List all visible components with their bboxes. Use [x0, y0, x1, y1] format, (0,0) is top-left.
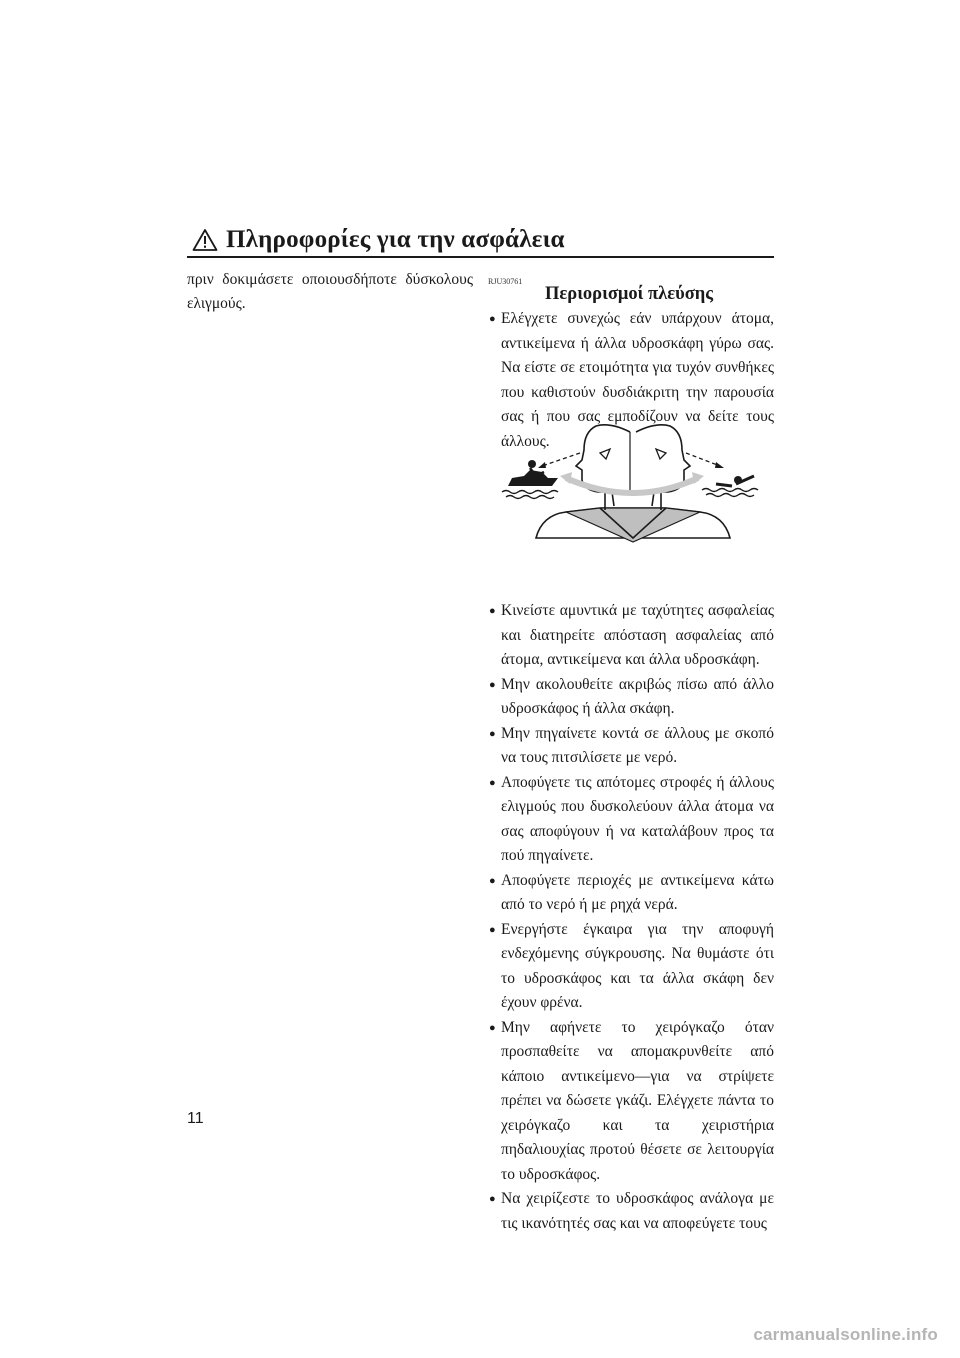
bullet-icon: ●	[489, 678, 496, 691]
lookout-illustration-icon	[500, 420, 766, 544]
bullet-icon: ●	[489, 1021, 496, 1034]
list-item	[488, 599, 774, 673]
list-item-text: Ελέγχετε συνεχώς εάν υπάρχουν άτομα, αντικείμενα ή άλλα υδροσκάφη γύρω σας. Να είστε σε ετοιμότητα για τυχόν συνθήκες που καθιστούν δυσδιάκριτη την παρουσία σας ή που σας εμποδίζουν να δείτε τους άλλους.	[501, 310, 774, 450]
left-column-text: πριν δοκιμάσετε οποιουσδήποτε δύσκολους ελιγμούς.	[187, 271, 473, 312]
list-item	[488, 673, 774, 722]
page-number: 11	[187, 1110, 204, 1127]
bullet-icon: ●	[489, 1193, 496, 1205]
list-item-text: Μην ακολουθείτε ακριβώς πίσω από άλλο υδροσκάφος ή άλλα σκάφη.	[501, 675, 774, 717]
section-ref-code: RJU30761	[488, 277, 523, 286]
list-item	[488, 869, 774, 918]
list-item-text: Αποφύγετε περιοχές με αντικείμενα κάτω από το νερό ή με ρηχά νερά.	[501, 871, 774, 913]
list-item	[488, 771, 774, 869]
list-item-text: Μην πηγαίνετε κοντά σε άλλους με σκοπό να τους πιτσιλίσετε με νερό.	[501, 724, 774, 766]
list-item	[488, 1016, 774, 1188]
bullet-icon: ●	[489, 874, 496, 887]
bullet-icon: ●	[489, 923, 496, 936]
list-item	[488, 722, 774, 771]
list-item-text: Αποφύγετε τις απότομες στροφές ή άλλους ελιγμούς που δυσκολεύουν άλλα άτομα να σας αποφύγουν ή να καταλάβουν προς τα πού πηγαίνετε.	[501, 773, 774, 864]
list-item-text: Ενεργήστε έγκαιρα για την αποφυγή ενδεχόμενης σύγκρουσης. Να θυμάστε ότι το υδροσκάφος και τα άλλα σκάφη δεν έχουν φρένα.	[501, 920, 774, 1011]
bullet-icon: ●	[489, 727, 496, 740]
bullet-icon: ●	[489, 313, 496, 325]
warning-triangle-icon	[192, 228, 218, 252]
list-item-text: Κινείστε αμυντικά με ταχύτητες ασφαλείας και διατηρείτε απόσταση ασφαλείας από άτομα, αντικείμενα και άλλα υδροσκάφη.	[501, 602, 774, 668]
bullet-list-bottom	[488, 599, 774, 1236]
bullet-icon: ●	[489, 605, 496, 617]
list-item-text: Να χειρίζεστε το υδροσκάφος ανάλογα με τις ικανότητές σας και να αποφεύγετε τους	[501, 1190, 774, 1232]
header-title: Πληροφορίες για την ασφάλεια	[226, 226, 565, 253]
page-header	[187, 224, 774, 258]
watermark-link[interactable]: carmanualsonline.info	[753, 1325, 938, 1344]
bullet-icon: ●	[489, 776, 496, 789]
section-heading: Περιορισμοί πλεύσης	[545, 284, 714, 304]
list-item-text: Μην αφήνετε το χειρόγκαζο όταν προσπαθείτε να απομακρυνθείτε από κάποιο αντικείμενο—για να στρίψετε πρέπει να δώσετε γκάζι. Ελέγχετε πάντα το χειρόγκαζο και τα χειριστήρια πηδαλιουχίας προτού θέσετε σε λειτουργία το υδροσκάφος.	[501, 1018, 774, 1183]
list-item	[488, 918, 774, 1016]
list-item	[488, 1187, 774, 1236]
